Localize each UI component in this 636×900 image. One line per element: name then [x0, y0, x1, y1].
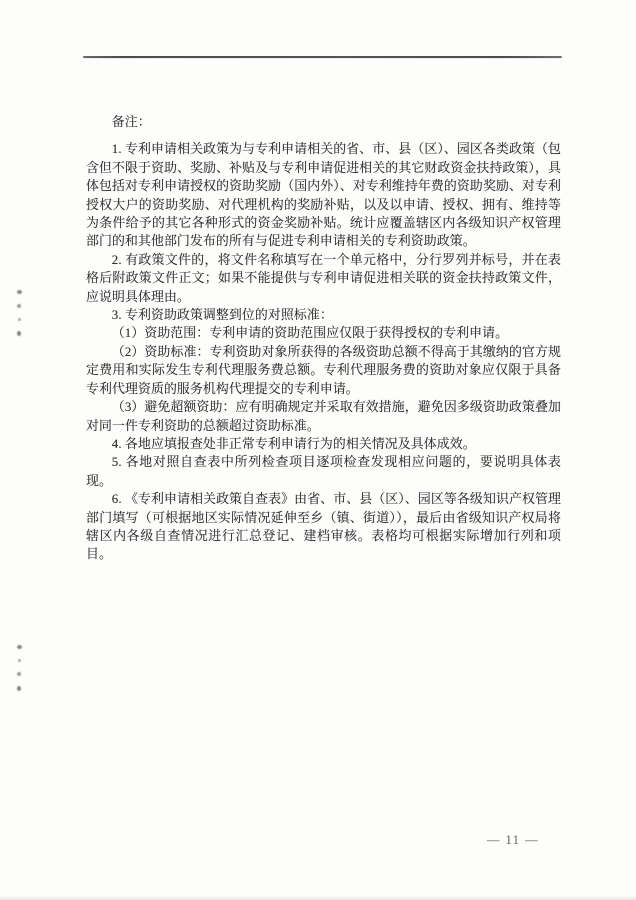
ink-dot — [17, 672, 21, 676]
ink-dot — [17, 645, 22, 649]
ink-dot — [17, 304, 21, 308]
ink-dot — [17, 686, 21, 691]
page-number: — 11 — — [486, 833, 540, 847]
notes-section — [86, 113, 561, 564]
note-paragraph-3-item-2: （2）资助标准：专利资助对象所获得的各级资助总额不得高于其缴纳的官方规定费用和实际发生专利代理服务费总额。专利代理服务费的资助对象应仅限于具备专利代理资质的服务机构代理提交的专利申请。 — [86, 344, 561, 396]
note-paragraph-3-item-1: （1）资助范围：专利申请的资助范围应仅限于获得授权的专利申请。 — [111, 326, 509, 341]
note-paragraph-3-item-3: （3）避免超额资助：应有明确规定并采取有效措施，避免因多级资助政策叠加对同一件专利资助的总额超过资助标准。 — [86, 400, 561, 433]
margin-ink-marks-upper — [13, 290, 25, 336]
note-paragraph-2: 2. 有政策文件的，将文件名称填写在一个单元格中，分行罗列并标号，并在表格后附政策文件正文；如果不能提供与专利申请促进相关联的资金扶持政策文件，应说明具体理由。 — [86, 252, 561, 304]
ink-dot — [17, 290, 22, 294]
ink-dot — [18, 318, 21, 321]
ink-dot — [17, 331, 21, 336]
ink-dot — [18, 659, 21, 662]
note-paragraph-5: 5. 各地对照自查表中所列检查项目逐项检查发现相应问题的，要说明具体表现。 — [86, 455, 561, 488]
note-paragraph-3: 3. 专利资助政策调整到位的对照标准： — [111, 308, 333, 323]
margin-ink-marks-lower — [13, 645, 25, 691]
note-paragraph-4: 4. 各地应填报查处非正常专利申请行为的相关情况及具体成效。 — [111, 436, 476, 451]
scan-edge-shadow — [0, 896, 636, 900]
note-paragraph-1: 1. 专利申请相关政策为与专利申请相关的省、市、县（区）、园区各类政策（包含但不限于资助、奖励、补贴及与专利申请促进相关的其它财政资金扶持政策），具体包括对专利申请授权的资助奖励（国内外）、对专利维持年费的资助奖励、对专利授权大户的资助奖励、对代理机构的奖励补贴，以及以申请、授权、拥有、维持等为条件给予的其它各种形式的资金奖励补贴。统计应覆盖辖区内各级知识产权管理部门的和其他部门发布的所有与促进专利申请相关的专利资助政策。 — [86, 142, 561, 249]
note-paragraph-6: 6. 《专利申请相关政策自查表》由省、市、县（区）、园区等各级知识产权管理部门填写（可根据地区实际情况延伸至乡（镇、街道）），最后由省级知识产权局将辖区内各级自查情况进行汇总登记、建档审核。表格均可根据实际增加行列和项目。 — [86, 492, 561, 562]
header-rule — [83, 56, 562, 58]
notes-heading: 备注： — [111, 115, 151, 129]
